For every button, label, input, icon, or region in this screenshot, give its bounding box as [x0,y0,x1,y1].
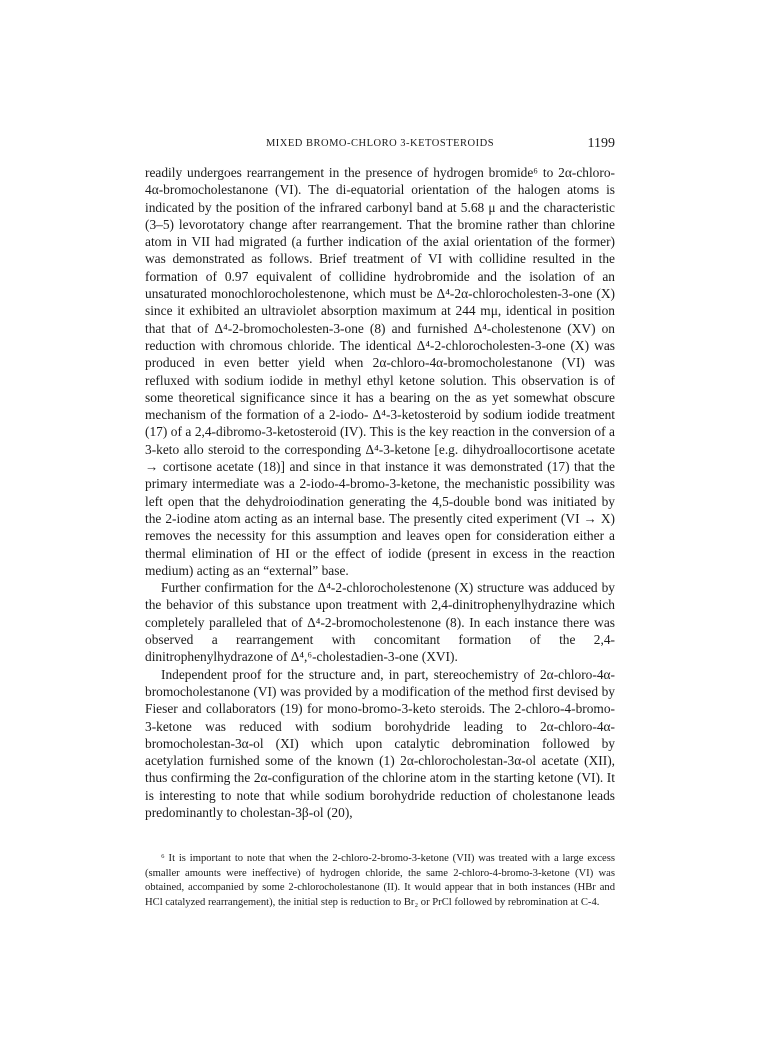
paragraph-1: readily undergoes rearrangement in the presence of hydrogen bromide⁶ to 2α-chloro-4α-bromocholestanone (VI). The di-equatorial orientation of the halogen atoms is indicated by the position of the infrared carbonyl band at 5.68 μ and the characteristic (3–5) levorotatory change after rearrangement. That the bromine rather than chlorine atom in VII had migrated (a further indication of the axial orientation of the former) was demonstrated as follows. Brief treatment of VI with collidine resulted in the formation of 0.97 equivalent of collidine hydrobromide and the isolation of an unsaturated monochlorocholestenone, which must be Δ⁴-2α-chlorocholesten-3-one (X) since it exhibited an ultraviolet absorption maximum at 244 mμ, identical in position that that of Δ⁴-2-bromocholesten-3-one (8) and furnished Δ⁴-cholestenone (XV) on reduction with chromous chloride. The identical Δ⁴-2-chlorocholesten-3-one (X) was produced in even better yield when 2α-chloro-4α-bromocholestanone (VI) was refluxed with sodium iodide in methyl ethyl ketone solution. This observation is of some theoretical significance since it has a bearing on the as yet somewhat obscure mechanism of the formation of a 2-iodo- Δ⁴-3-ketosteroid by sodium iodide treatment (17) of a 2,4-dibromo-3-ketosteroid (IV). This is the key reaction in the conversion of a 3-keto allo steroid to the corresponding Δ⁴-3-ketone [e.g. dihydroallocortisone acetate → cortisone acetate (18)] and since in that instance it was demonstrated (17) that the primary intermediate was a 2-iodo-4-bromo-3-ketone, the mechanistic possibility was left open that the dehydroiodination generating the 4,5-double bond was initiated by the 2-iodine atom acting as an internal base. The presently cited experiment (VI → X) removes the necessity for this assumption and leaves open for consideration either a thermal elimination of HI or the effect of iodide (present in excess in the reaction medium) acting as an “external” base. [145,165,615,578]
article-body [145,164,615,821]
paragraph-3: Independent proof for the structure and, in part, stereochemistry of 2α-chloro-4α-bromocholestanone (VI) was provided by a modification of the method first devised by Fieser and collaborators (19) for mono-bromo-3-keto steroids. The 2-chloro-4-bromo-3-ketone was reduced with sodium borohydride leading to 2α-chloro-4α-bromocholestan-3α-ol (XI) which upon catalytic debromination followed by acetylation furnished some of the known (1) 2α-chlorocholestan-3α-ol acetate (XII), thus confirming the 2α-configuration of the chlorine atom in the starting ketone (VI). It is interesting to note that while sodium borohydride reduction of cholestanone leads predominantly to cholestan-3β-ol (20), [145,666,615,820]
paragraph-2: Further confirmation for the Δ⁴-2-chlorocholestenone (X) structure was adduced by the behavior of this substance upon treatment with 2,4-dinitrophenylhydrazine which completely paralleled that of Δ⁴-2-bromocholestenone (8). In each instance there was observed a rearrangement with concomitant formation of the 2,4-dinitrophenylhydrazone of Δ⁴,⁶-cholestadien-3-one (XVI). [145,580,615,665]
running-header [145,136,615,156]
footnote-block [145,852,615,910]
footnote-6: ⁶ It is important to note that when the 2-chloro-2-bromo-3-ketone (VII) was treated with a large excess (smaller amounts were ineffective) of hydrogen chloride, the same 2-chloro-4-bromo-3-ketone (VI) was obtained, accompanied by some 2-chlorocholestanone (II). It would appear that in both instances (HBr and HCl catalyzed rearrangement), the initial step is reduction to Br₂ or PrCl followed by rebromination at C-4. [145,853,615,908]
running-title: MIXED BROMO-CHLORO 3-KETOSTEROIDS [265,138,495,149]
page-number: 1199 [587,136,615,151]
